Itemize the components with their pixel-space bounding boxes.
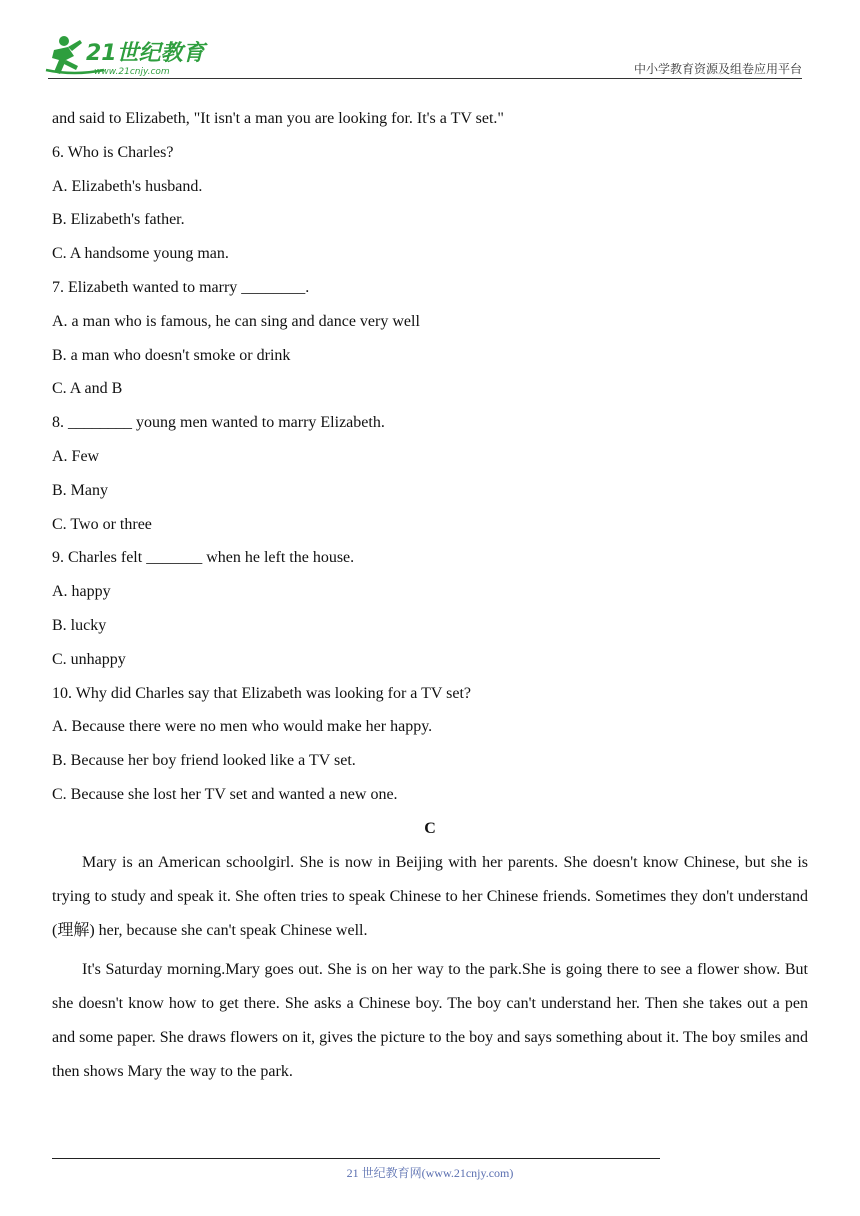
site-logo <box>44 30 224 78</box>
page-header <box>0 0 860 84</box>
option-9c: C. unhappy <box>52 650 126 668</box>
text-line: and said to Elizabeth, "It isn't a man you are looking for. It's a TV set." <box>52 110 504 127</box>
option-8b: B. Many <box>52 481 108 499</box>
question-10: 10. Why did Charles say that Elizabeth was looking for a TV set? <box>52 684 472 702</box>
passage-paragraph: It's Saturday morning.Mary goes out. She is on her way to the park.She is going there to see a flower show. But she doesn't know how to get there. She asks a Chinese boy. The boy can't understand her. Then she takes out a pen and some paper. She draws flowers on it, gives the picture to the boy and says something about it. The boy smiles and then shows Mary the way to the park. <box>52 960 808 1080</box>
runner-logo-icon <box>44 30 224 78</box>
option-10a: A. Because there were no men who would make her happy. <box>52 718 433 736</box>
header-divider <box>48 78 802 79</box>
footer-divider <box>52 1158 660 1159</box>
option-6a: A. Elizabeth's husband. <box>52 177 203 195</box>
option-6b: B. Elizabeth's father. <box>52 211 185 229</box>
option-8a: A. Few <box>52 447 100 465</box>
question-8: 8. ________ young men wanted to marry Elizabeth. <box>52 414 385 432</box>
option-10c: C. Because she lost her TV set and wanted a new one. <box>52 785 398 803</box>
question-6: 6. Who is Charles? <box>52 143 174 161</box>
option-8c: C. Two or three <box>52 515 152 533</box>
platform-name: 中小学教育资源及组卷应用平台 <box>633 62 802 76</box>
option-9a: A. happy <box>52 583 111 601</box>
option-9b: B. lucky <box>52 616 107 634</box>
question-9: 9. Charles felt _______ when he left the house. <box>52 549 355 567</box>
document-body <box>52 102 808 1089</box>
option-6c: C. A handsome young man. <box>52 245 229 263</box>
passage-paragraph: Mary is an American schoolgirl. She is now in Beijing with her parents. She doesn't know Chinese, but she is trying to study and speak it. She often tries to speak Chinese to her Chinese friends. Sometimes they don't understand (理解) her, because she can't speak Chinese well. <box>52 853 808 939</box>
option-7c: C. A and B <box>52 380 123 398</box>
logo-url: www.21cnjy.com <box>94 67 170 77</box>
option-7a: A. a man who is famous, he can sing and dance very well <box>52 312 420 330</box>
section-title: C <box>424 819 436 837</box>
option-7b: B. a man who doesn't smoke or drink <box>52 346 291 364</box>
page-footer: 21 世纪教育网(www.21cnjy.com) <box>346 1166 514 1180</box>
logo-text: 21世纪教育 <box>86 41 205 66</box>
option-10b: B. Because her boy friend looked like a TV set. <box>52 752 356 770</box>
question-7: 7. Elizabeth wanted to marry ________. <box>52 278 310 296</box>
